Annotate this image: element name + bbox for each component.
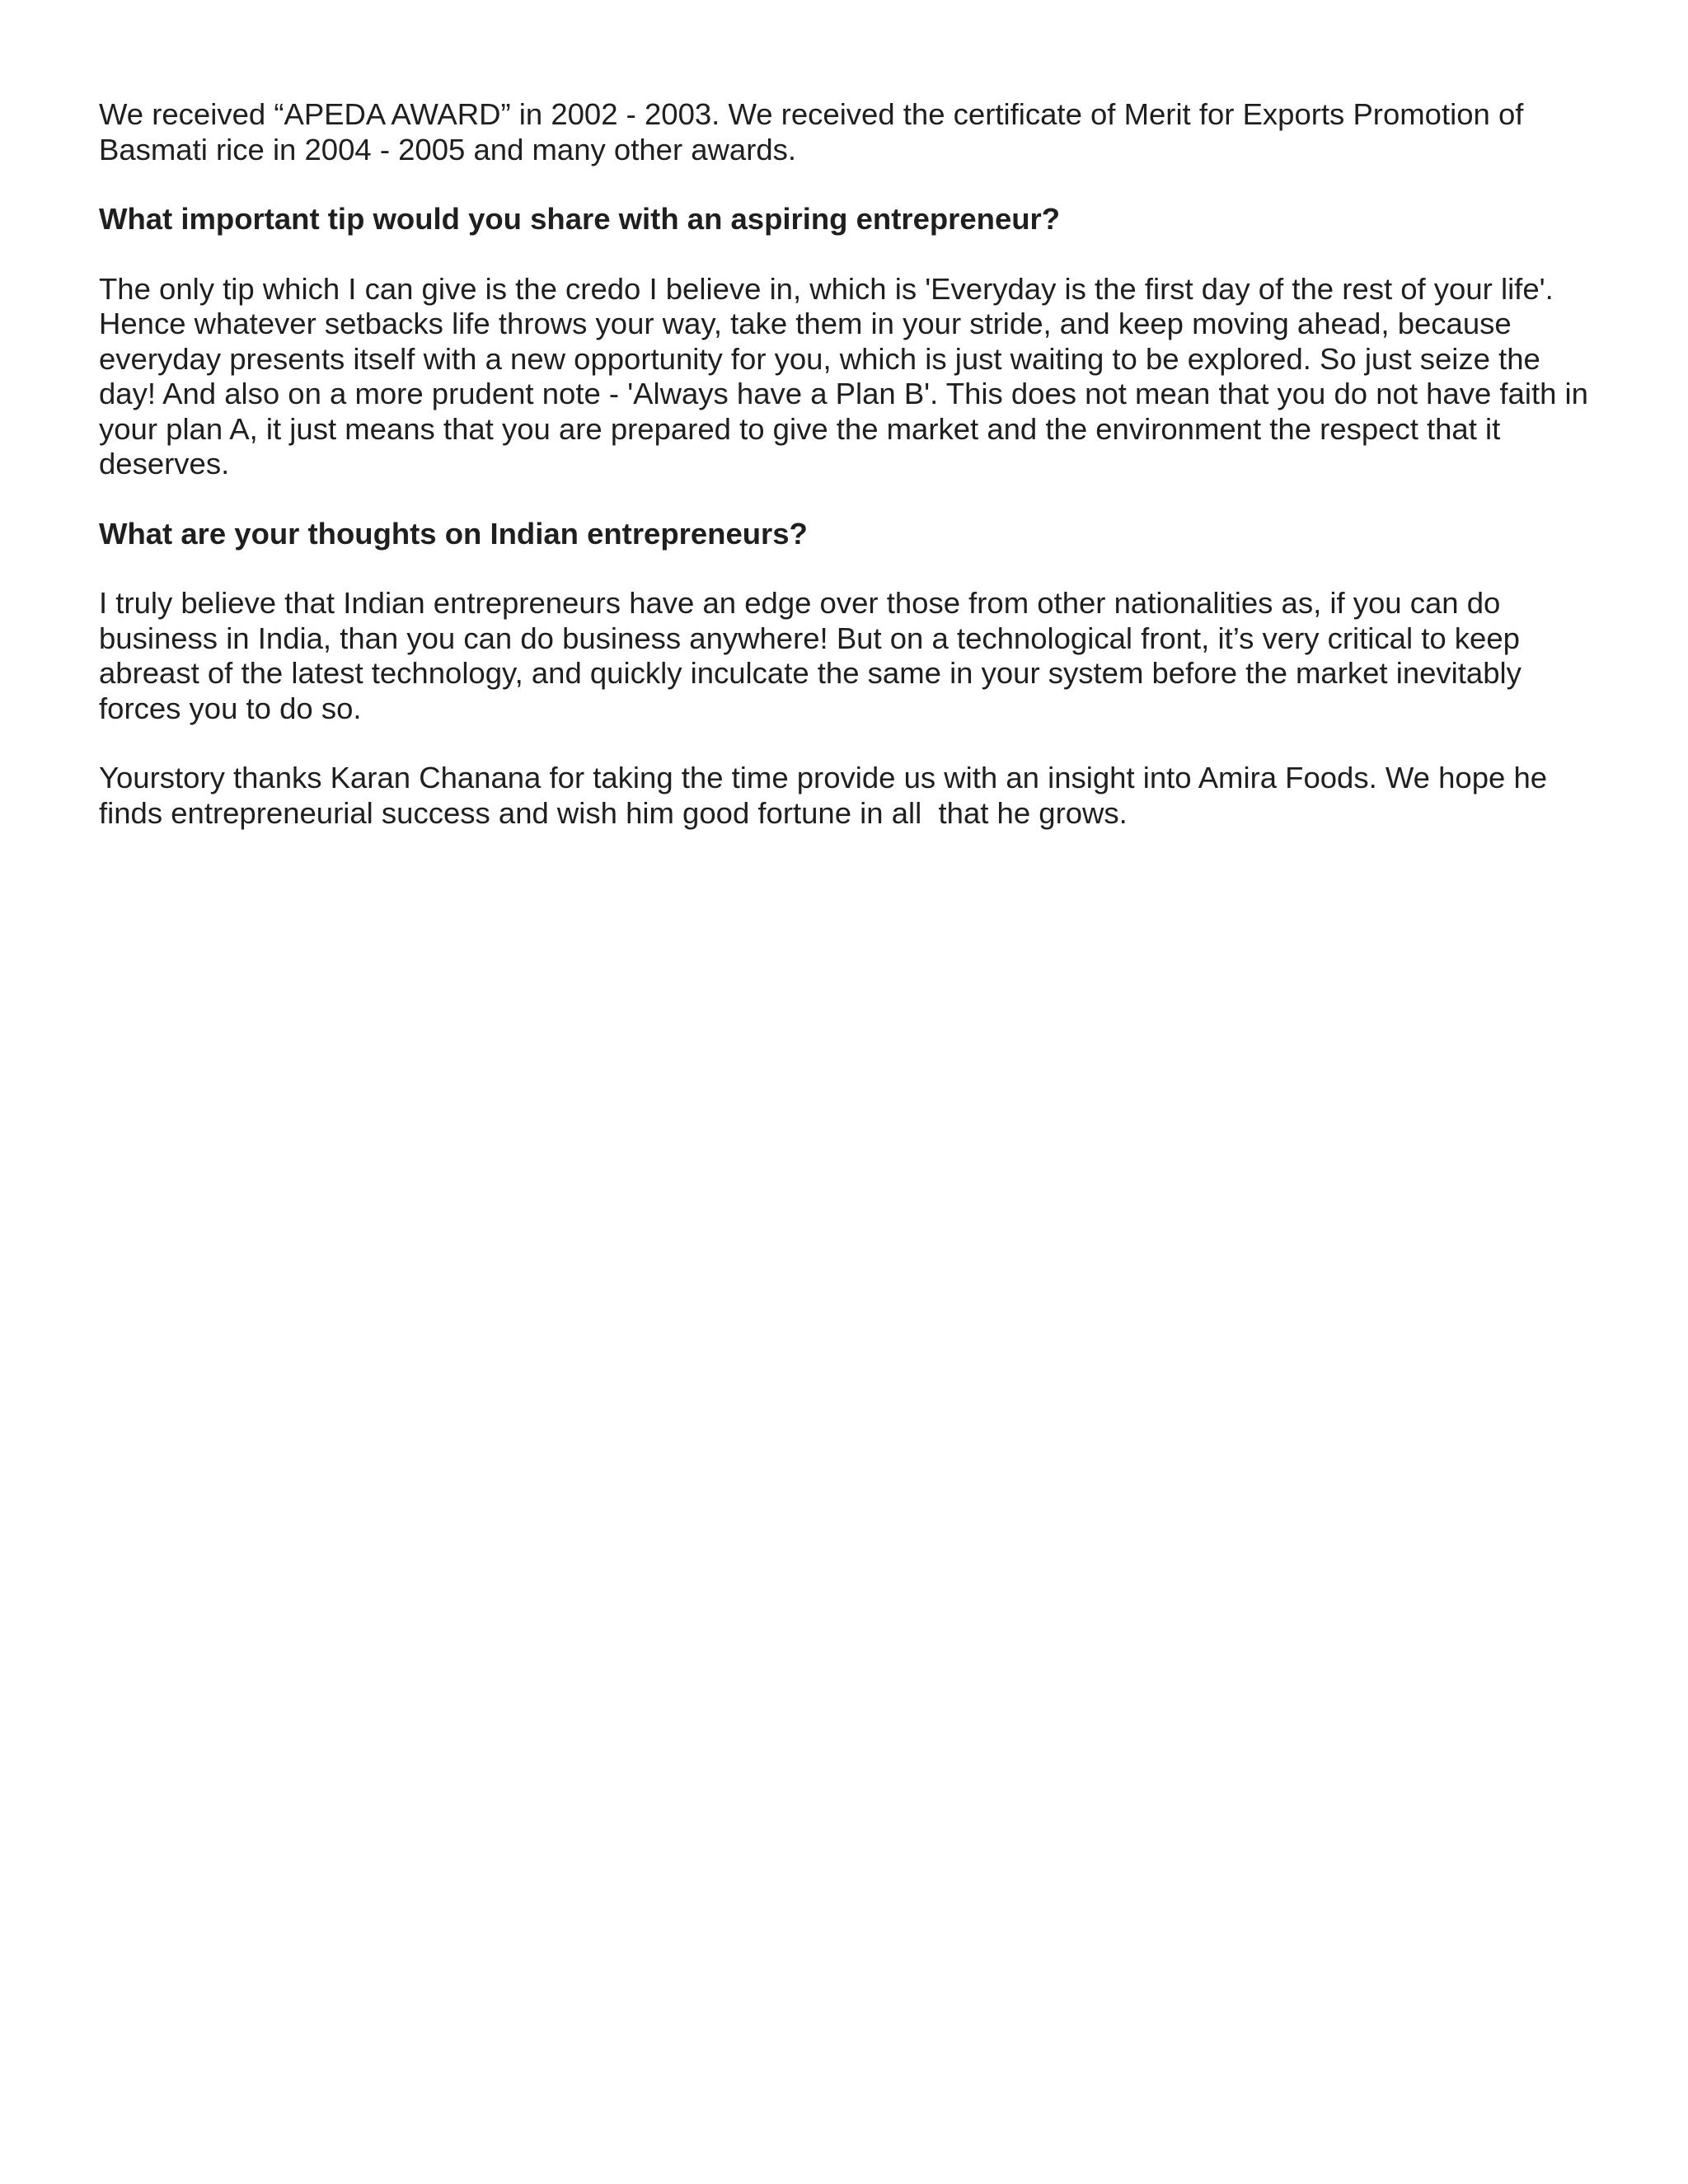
- answer-tip-paragraph: The only tip which I can give is the credo I believe in, which is 'Everyday is the first day of the rest of your life'. Hence whatever setbacks life throws your way, take them in your stride, and keep moving ahead, because everyday presents itself with a new opportunity for you, which is just waiting to be explored. So just seize the day! And also on a more prudent note - 'Always have a Plan B'. This does not mean that you do not have faith in your plan A, it just means that you are prepared to give the market and the environment the respect that it deserves.: [99, 271, 1597, 480]
- question-indian-entrepreneurs-heading: What are your thoughts on Indian entrepreneurs?: [99, 516, 808, 551]
- closing-thanks-paragraph: Yourstory thanks Karan Chanana for taking the time provide us with an insight into Amira Foods. We hope he finds entrepreneurial success and wish him good fortune in all that he grows.: [99, 761, 1556, 830]
- question-tip-heading: What important tip would you share with an aspiring entrepreneur?: [99, 202, 1061, 236]
- awards-paragraph: We received “APEDA AWARD” in 2002 - 2003. We received the certificate of Merit for Exports Promotion of Basmati rice in 2004 - 2005 and many other awards.: [99, 97, 1532, 166]
- document-content: [99, 97, 1599, 865]
- answer-indian-entrepreneurs-paragraph: I truly believe that Indian entrepreneurs have an edge over those from other nationalities as, if you can do business in India, than you can do business anywhere! But on a technological front, it’s very critical to keep abreast of the latest technology, and quickly inculcate the same in your system before the market inevitably forces you to do so.: [99, 586, 1531, 725]
